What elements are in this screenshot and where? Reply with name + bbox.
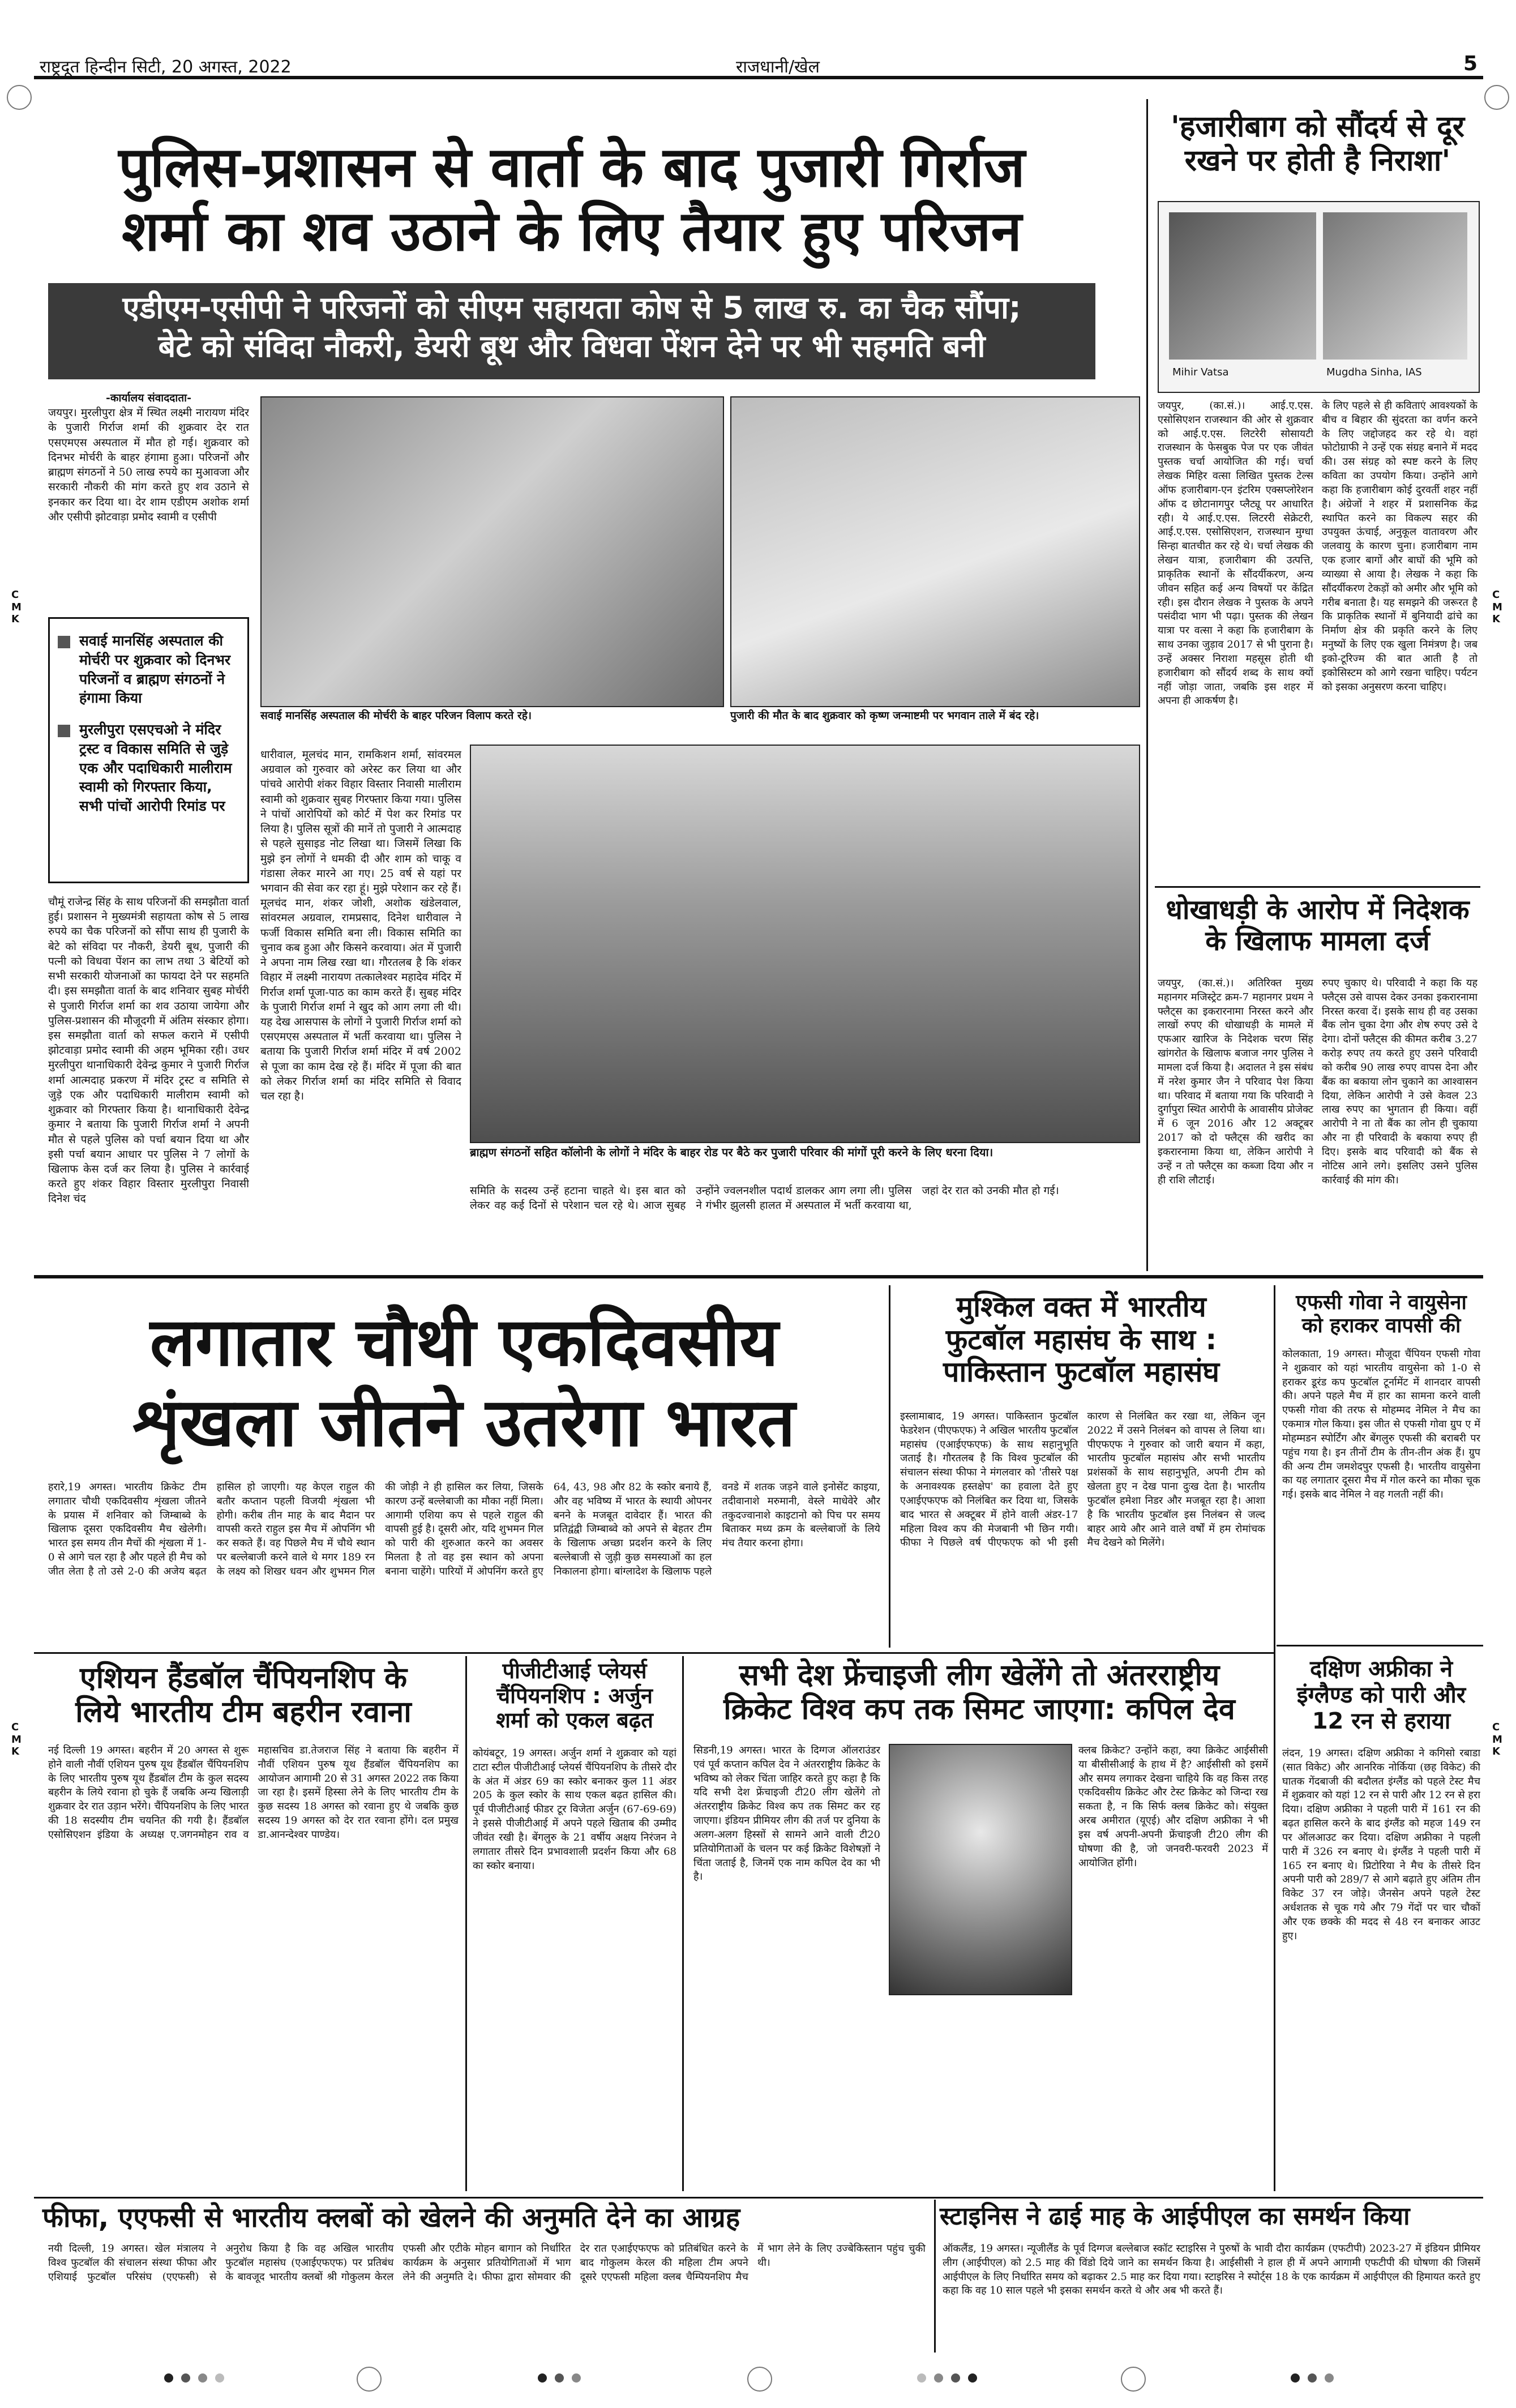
column-rule (465, 1656, 467, 2191)
registration-mark-icon (747, 2367, 772, 2392)
lead-column-1: -कार्यालय संवाददाता- जयपुर। मुरलीपुरा क्षेत्र में स्थित लक्ष्मी नारायण मंदिर के पुजारी गिर्राज शर्मा की शुक्रवार देर रात एसएमएस अस्पताल में मौत हो गई। शुक्रवार को दिनभर मोर्चरी के बाहर हंगामा हुआ। परिजनों और ब्राह्मण संगठनों ने 50 लाख रुपये का मुआवजा और सरकारी नौकरी की मांग करते हुए शव उठाने से इनकार कर दिया था। देर शाम एडीएम अशोक शर्मा और एसीपी झोटवाड़ा प्रमोद स्वामी व एसीपी (48, 392, 249, 523)
football-headline: मुश्किल वक्त में भारतीय फुटबॉल महासंघ के साथ : पाकिस्तान फुटबॉल महासंघ (943, 1290, 1220, 1388)
sa-headline: दक्षिण अफ्रीका ने इंग्लैण्ड को पारी और 12 रन से हराया (1296, 1656, 1466, 1734)
lead-column-1b: चौमूं राजेन्द्र सिंह के साथ परिजनों की समझौता वार्ता हुई। प्रशासन ने मुख्यमंत्री सहायता कोष से 5 लाख रुपये का चैक परिजनों को सौंपा साथ ही पुजारी के बेटे को संविदा पर नौकरी, डेयरी बूथ, पुजारी की पत्नी को विधवा पेंशन का लाभ तथा 3 बेटियों को सभी सरकारी योजनाओं का फायदा देने पर सहमति दी। इस समझौता वार्ता के बाद शनिवार सुबह मोर्चरी से पुजारी गिर्राज शर्मा का शव उठाया जायेगा और पुलिस-प्रशासन की मौजूदगी में अंतिम संस्कार होगा। इस समझौता वार्ता को सफल कराने में एसीपी झोटवाड़ा प्रमोद स्वामी की अहम भूमिका रही। उधर मुरलीपुरा थानाधिकारी देवेन्द्र कुमार ने पुजारी गिर्राज शर्मा आत्मदाह प्रकरण में मंदिर ट्रस्ट व समिति से जुड़े एक और पदाधिकारी मालीराम स्वामी को शुक्रवार को गिरफ्तार किया है। थानाधिकारी देवेन्द्र कुमार ने बताया कि पुजारी गिर्राज शर्मा ने अपनी मौत से पहले पुलिस को पर्चा बयान दिया था और इसी पर्चा बयान आधार पर पुलिस ने 7 लोगों के खिलाफ केस दर्ज कर लिया है। पुलिस ने कार्रवाई करते हुए शंकर विहार विस्तार मुरलीपुरा निवासी दिनेश चंद (48, 896, 249, 1205)
photo-caption: सवाई मानसिंह अस्पताल की मोर्चरी के बाहर परिजन विलाप करते रहे। (260, 709, 532, 722)
host-name-label: Mugdha Sinha, IAS (1326, 366, 1422, 378)
handball-headline: एशियन हैंडबॉल चैंपियनशिप के लिये भारतीय टीम बहरीन रवाना (75, 1661, 412, 1729)
locked-temple-photo (730, 396, 1140, 707)
sa-body: लंदन, 19 अगस्त। दक्षिण अफ्रीका ने कगिसो रबाडा (सात विकेट) और आनरिक नोर्किया (छह विकेट) की घातक गेंदबाजी की बदौलत इंग्लैंड को पहले टेस्ट मैच में शुक्रवार को यहां 12 रन से पारी और 12 रन से हरा दिया। दक्षिण अफ्रीका ने पहली पारी में 161 रन की बढ़त हासिल करने के बाद इंग्लैंड को महज 149 रन पर ऑलआउट कर दिया। दक्षिण अफ्रीका ने पहली पारी में 326 रन बनाए थे। इंग्लैंड ने पहली पारी में 165 रन बनाए थे। प्रिटोरिया ने मैच के तीसरे दिन अपनी पारी को 289/7 से आगे बढ़ाते हुए अंतिम तीन विकेट 37 रन जोड़े। जैनसेन अपने पहले टेस्ट अर्धशतक से चूक गये और 79 गेंदों पर चार चौकों और एक छक्के की मदद से 48 रन बनाकर आउट हुए। (1282, 1747, 1480, 1942)
column-rule (1274, 1285, 1275, 2191)
registration-mark-icon (1121, 2367, 1146, 2392)
section-divider (1277, 1645, 1483, 1646)
author-name-label: Mihir Vatsa (1172, 366, 1229, 378)
kapil-headline: सभी देश फ्रेंचाइजी लीग खेलेंगे तो अंतरराष्ट्रीय क्रिकेट विश्व कप तक सिमट जाएगा: कपिल देव (723, 1658, 1235, 1726)
pgti-body: कोयंबटूर, 19 अगस्त। अर्जुन शर्मा ने शुक्रवार को यहां टाटा स्टील पीजीटीआई प्लेयर्स चैंपियनशिप के तीसरे दौर के अंत में अंडर 69 का स्कोर बनाकर कुल 11 अंडर 205 के कुल स्कोर के साथ एकल बढ़त हासिल की। पूर्व पीजीटीआई फीडर टूर विजेता अर्जुन (67-69-69) ने इससे पीजीटीआई में अपने पहले खिताब की उम्मीद जीवंत रखी है। बेंगलुरु के 21 वर्षीय अक्षय निरंजन ने लगातार तीसरे दिन प्रभावशाली प्रदर्शन किया और 68 का स्कोर बनाया। (473, 1747, 676, 1872)
lead-highlights-box (48, 617, 249, 883)
lead-column-3: समिति के सदस्य उन्हें हटाना चाहते थे। इस बात को लेकर वह कई दिनों से परेशान चल रहे थे। आज सुबह उन्होंने ज्वलनशील पदार्थ डालकर आग लगा ली। पुलिस ने गंभीर झुलसी हालत में अस्पताल में भर्ती करवाया था, जहां देर रात को उनकी मौत हो गई। (470, 1184, 1059, 1212)
host-video-tile (1323, 212, 1467, 360)
column-rule (682, 1656, 684, 2191)
hazaribagh-headline: 'हजारीबाग को सौंदर्य से दूर रखने पर होती है निराशा' (1171, 110, 1464, 178)
column-rule (889, 1285, 890, 1648)
lead-headline: पुलिस-प्रशासन से वार्ता के बाद पुजारी गिर्राज शर्मा का शव उठाने के लिए तैयार हुए परिजन (118, 135, 1025, 264)
cmk-mark: C M K (1492, 589, 1502, 626)
author-video-tile (1169, 212, 1316, 360)
section-label: राजधानी/खेल (736, 57, 820, 77)
fcgoa-headline: एफसी गोवा ने वायुसेना को हराकर वापसी की (1296, 1291, 1467, 1338)
column-rule (934, 2200, 936, 2353)
stoinis-body: ऑकलैंड, 19 अगस्त। न्यूजीलैंड के पूर्व दिग्गज बल्लेबाज स्कॉट स्टाइरिस ने पुरुषों के भावी दौरा कार्यक्रम (एफटीपी) 2023-27 में इंडियन प्रीमियर लीग (आईपीएल) को 2.5 माह की विंडो दिये जाने का समर्थन किया है। आईसीसी ने हाल ही में अपने आगामी एफटीपी की घोषणा की जिसमें आईपीएल के लिए निर्धारित समय को बढ़ाकर 2.5 माह कर दिया गया। स्टाइरिस ने स्पोर्ट्स 18 के एक कार्यक्रम में आईपीएल की हिमायत करते हुए कहा कि वह 10 साल पहले भी इसका समर्थन करते थे और अब भी करते हैं। (943, 2243, 1480, 2297)
book-talk-screenshot (1158, 201, 1480, 393)
photo-caption: पुजारी की मौत के बाद शुक्रवार को कृष्ण जन्माष्टमी पर भगवान ताले में बंद रहे। (730, 709, 1039, 722)
kapil-column-2: क्लब क्रिकेट? उन्होंने कहा, क्या क्रिकेट आईसीसी या बीसीसीआई के हाथ में है? आईसीसी को इसमें और समय लगाकर देखना चाहिये कि वह किस तरह एकदिवसीय क्रिकेट और टेस्ट क्रिकेट को जिन्दा रख सकता है, न कि सिर्फ क्लब क्रिकेट को। संयुक्त अरब अमीरात (यूएई) और दक्षिण अफ्रीका ने भी इस वर्ष अपनी-अपनी फ्रेंचाइजी टी20 लीग की घोषणा की है, जो जनवरी-फरवरी 2023 में आयोजित होंगी। (1078, 1744, 1268, 1869)
kapil-dev-photo (889, 1744, 1072, 1995)
pgti-headline: पीजीटीआई प्लेयर्स चैंपियनशिप : अर्जुन शर्मा को एकल बढ़त (496, 1658, 653, 1733)
photo-caption: ब्राह्मण संगठनों सहित कॉलोनी के लोगों ने मंदिर के बाहर रोड पर बैठे कर पुजारी परिवार की मांगों पूरी करने के लिए धरना दिया। (470, 1145, 993, 1159)
cmk-mark: C M K (11, 1721, 22, 1758)
cricket-body: हरारे,19 अगस्त। भारतीय क्रिकेट टीम लगातार चौथी एकदिवसीय शृंखला जीतने के प्रयास में शनिवार को जिम्बाब्वे के खिलाफ दूसरा एकदिवसीय मैच खेलेगी। भारत इस समय तीन मैचों की शृंखला में 1-0 से आगे चल रहा है और पहले ही मैच को जीत लेता है तो उसे 2-0 की अजेय बढ़त हासिल हो जाएगी। यह केएल राहुल की बतौर कप्तान पहली विजयी शृंखला भी होगी। करीब तीन माह के बाद मैदान पर वापसी करते राहुल इस मैच में ओपनिंग भी कर सकते हैं। वह पिछले मैच में चौथे स्थान पर बल्लेबाजी करने वाले थे मगर 189 रन के लक्ष्य को शिखर धवन और शुभमन गिल की जोड़ी ने ही हासिल कर लिया, जिसके कारण उन्हें बल्लेबाजी का मौका नहीं मिला। आगामी एशिया कप से पहले राहुल की वापसी हुई है। दूसरी ओर, यदि शुभमन गिल को पारी की शुरुआत करने का अवसर मिलता है तो वह इस स्थान को अपना बनाना चाहेंगे। पारियों में ओपनिंग करते हुए 64, 43, 98 और 82 के स्कोर बनाये हैं, और वह भविष्य में भारत के स्थायी ओपनर बनने के मजबूत दावेदार हैं। भारत की प्रतिद्वंद्वी जिम्बाब्वे को अपने से बेहतर टीम के खिलाफ अच्छा प्रदर्शन करने के लिए बल्लेबाजी से जुड़ी कुछ समस्याओं का हल निकालना होगा। बांग्लादेश के खिलाफ पहले वनडे में शतक जड़ने वाले इनोसेंट काइया, तदीवानाशे मरुमानी, वेस्ले माधेवेरे और तकुदज्वानाशे काइटानो को पिच पर समय बिताकर मध्य क्रम के बल्लेबाजों के लिये मंच तैयार करना होगा। (48, 1481, 880, 1577)
section-divider (34, 1275, 1483, 1278)
kapil-column-1: सिडनी,19 अगस्त। भारत के दिग्गज ऑलराउंडर एवं पूर्व कप्तान कपिल देव ने अंतरराष्ट्रीय क्रिकेट के भविष्य को लेकर चिंता जाहिर करते हुए कहा है कि यदि सभी देश फ्रेंचाइजी टी20 लीग खेलेंगे तो अंतरराष्ट्रीय क्रिकेट विश्व कप तक सिमट कर रह जाएगा। इंडियन प्रीमियर लीग की तर्ज पर दुनिया के अलग-अलग हिस्सों से सामने आने वाली टी20 प्रतियोगिताओं के चलन पर कई क्रिकेट विशेषज्ञों ने चिंता जताई है, जिनमें एक नाम कपिल देव का भी है। (693, 1744, 880, 1883)
dateline: -कार्यालय संवाददाता- (106, 392, 191, 404)
morgue-protest-photo (260, 396, 724, 707)
masthead (34, 52, 1483, 79)
fraud-column-1: जयपुर, (का.सं.)। अतिरिक्त मुख्य महानगर मजिस्ट्रेट क्रम-7 महानगर प्रथम ने फ्लैट्स का इकरारनामा निरस्त करने और लाखों रुपए की धोखाधड़ी के मामले में एफआर खारिज के निदेशक चरण सिंह खांगरोत के खिलाफ बजाज नगर पुलिस ने मामला दर्ज किया है। अदालत ने इस संबंध में नरेश कुमार जैन ने परिवाद पेश किया था। परिवाद में बताया गया कि परिवादी ने दुर्गापुरा स्थित आरोपी के आवासीय प्रोजेक्ट में 6 जून 2016 और 12 अक्टूबर 2017 को दो फ्लैट्स की खरीद का इकरारनामा किया था, लेकिन आरोपी ने उन्हें न तो फ्लैट्स का कब्जा दिया और न ही राशि लौटाई। (1158, 977, 1313, 1186)
fraud-column-2: रुपए चुकाए थे। परिवादी ने कहा कि यह फ्लैट्स उसे वापस देकर उनका इकरारनामा निरस्त करवा दें। इसके साथ ही वह उसका बैंक लोन चुका देगा और शेष रुपए उसे दे देगा। दोनों फ्लैट्स की कीमत करीब 3.27 करोड़ रुपए तय करते हुए उसने परिवादी को करीब 90 लाख रुपए वापस देना और बैंक का बकाया लोन चुकाने का आश्वासन दिया, लेकिन आरोपी ने उसे केवल 23 लाख रुपए का भुगतान ही किया। वहीं आरोपी ने ना तो बैंक का लोन ही चुकाया और ना ही परिवादी के बकाया रुपए ही दिए। इसके बाद परिवादी को बैंक से नोटिस आने लगे। इसलिए उसने पुलिस कार्रवाई की मांग की। (1322, 977, 1478, 1186)
highlight-bullet: मुरलीपुरा एसएचओ ने मंदिर ट्रस्ट व विकास समिति से जुड़े एक और पदाधिकारी मालीराम स्वामी को गिरफ्तार किया, सभी पांचों आरोपी रिमांड पर (58, 720, 239, 816)
publication-date: राष्ट्रदूत हिन्दीन सिटी, 20 अगस्त, 2022 (40, 57, 292, 77)
fraud-headline: धोखाधड़ी के आरोप में निदेशक के खिलाफ मामला दर्ज (1166, 894, 1470, 957)
highlight-bullet: सवाई मानसिंह अस्पताल की मोर्चरी पर शुक्रवार को दिनभर परिजनों व ब्राह्मण संगठनों ने हंगामा किया (58, 631, 239, 708)
cricket-headline: लगातार चौथी एकदिवसीय शृंखला जीतने उतरेगा भारत (133, 1303, 795, 1461)
lead-column-2: धारीवाल, मूलचंद मान, रामकिशन शर्मा, सांवरमल अग्रवाल को गुरुवार को अरेस्ट कर लिया था और पांचवे आरोपी शंकर विहार विस्तार निवासी मालीराम स्वामी को शुक्रवार सुबह गिरफ्तार किया गया। पुलिस ने पांचों आरोपियों को कोर्ट में पेश कर रिमांड पर लिया है। पुलिस सूत्रों की मानें तो पुजारी ने आत्मदाह से पहले सुसाइड नोट लिखा था। जिसमें लिखा कि मुझे इन लोगों ने धमकी दी और शाम को चाकू व गंडासा लेकर मारने आ गए। 25 वर्ष से यहां पर भगवान की सेवा कर रहा हूं। मुझे परेशान कर रहे हैं। मूलचंद मान, शंकर जोशी, अशोक खंडेलवाल, सांवरमल अग्रवाल, रामप्रसाद, दिनेश धारीवाल ने फर्जी विकास समिति बना ली। विकास समिति का चुनाव कब हुआ और किसने करवाया। अंत में पुजारी ने अपना नाम लिख रखा था। गौरतलब है कि शंकर विहार में लक्ष्मी नारायण तत्कालेश्वर महादेव मंदिर में गिर्राज शर्मा पूजा-पाठ का काम करते हैं। सुबह मंदिर के पुजारी गिर्राज शर्मा ने खुद को आग लगा ली थी। यह देख आसपास के लोगों ने पुजारी गिर्राज शर्मा को एसएमएस अस्पताल में भर्ती करवाया था। पुलिस ने बताया कि पुजारी गिर्राज शर्मा मंदिर में वर्ष 2002 से पूजा का काम देख रहे हैं। मंदिर में पूजा की बात को लेकर गिर्राज शर्मा का मंदिर समिति से विवाद चल रहा है। (260, 749, 461, 1103)
print-color-bar (0, 2361, 1516, 2395)
sit-in-protest-photo (470, 745, 1140, 1143)
section-divider (34, 2197, 1483, 2199)
handball-body: नई दिल्ली 19 अगस्त। बहरीन में 20 अगस्त से शुरू होने वाली नौवीं एशियन पुरुष यूथ हैंडबॉल चैंपियनशिप के लिए भारतीय पुरुष यूथ हैंडबॉल टीम के कुल सदस्य बहरीन के लिये रवाना हो चुके हैं जबकि अन्य खिलाड़ी शुक्रवार देर रात उड़ान भरेंगे। चैंपियनशिप के लिए भारत की 18 सदस्यीय टीम चयनित की गयी है। हैंडबॉल एसोसिएशन इंडिया के अध्यक्ष ए.जगनमोहन राव व महासचिव डा.तेजराज सिंह ने बताया कि बहरीन में नौवीं एशियन पुरुष यूथ हैंडबॉल चैंपियनशिप का आयोजन आगामी 20 से 31 अगस्त 2022 तक किया जा रहा है। इसमें हिस्सा लेने के लिए भारतीय टीम के कुछ सदस्य 18 अगस्त को रवाना हुए थे जबकि कुछ सदस्य 19 अगस्त को देर रात रवाना होंगे। दल प्रमुख डा.आनन्देश्वर पाण्डेय। (48, 1744, 459, 1841)
page-number: 5 (1463, 52, 1478, 75)
section-divider (34, 1652, 1274, 1654)
football-body: इस्लामाबाद, 19 अगस्त। पाकिस्तान फुटबॉल फेडरेशन (पीएफएफ) ने अखिल भारतीय फुटबॉल महासंघ (एआईएफएफ) के साथ सहानुभूति जताई है। गौरतलब है कि विश्व फुटबॉल की संचालन संस्था फीफा ने मंगलवार को 'तीसरे पक्ष के अनावश्यक हस्तक्षेप' का हवाला देते हुए एआईएफएफ को निलंबित कर दिया था, जिसके बाद भारत से अक्टूबर में होने वाली अंडर-17 महिला विश्व कप की मेजबानी भी छिन गयी। फीफा ने पिछले वर्ष पीएफएफ को भी इसी कारण से निलंबित कर रखा था, लेकिन जून 2022 में उसने निलंबन को वापस ले लिया था। पीएफएफ ने गुरुवार को जारी बयान में कहा, भारतीय फुटबॉल महासंघ और सभी भारतीय प्रशंसकों के साथ सहानुभूति, अपनी टीम को खेलता हुए न देख पाना दुःख देता है। भारतीय फुटबॉल हमेशा निडर और मजबूत रहा है। आशा है कि भारतीय फुटबॉल इस निलंबन से जल्द बाहर आये और आने वाले वर्षों में हम रोमांचक मैच देखने को मिलेंगे। (900, 1410, 1265, 1549)
column-rule (1146, 99, 1148, 1271)
fifa-body: नयी दिल्ली, 19 अगस्त। खेल मंत्रालय ने विश्व फुटबॉल की संचालन संस्था फीफा और एशियाई फुटबॉल परिसंघ (एएफसी) से अनुरोध किया है कि वह अखिल भारतीय फुटबॉल महासंघ (एआईएफएफ) पर प्रतिबंध के बावजूद भारतीय क्लबों श्री गोकुलम केरल एफसी और एटीके मोहन बागान को निर्धारित कार्यक्रम के अनुसार प्रतियोगिताओं में भाग लेने की अनुमति दे। फीफा द्वारा सोमवार की देर रात एआईएफएफ को प्रतिबंधित करने के बाद गोकुलम केरल की महिला टीम अपने दूसरे एएफसी महिला क्लब चैम्पियनशिप मैच में भाग लेने के लिए उज्बेकिस्तान पहुंच चुकी थी। (48, 2243, 926, 2283)
hazaribagh-column-1: जयपुर, (का.सं.)। आई.ए.एस. एसोसिएशन राजस्थान की ओर से शुक्रवार को आई.ए.एस. लिटरेरी सोसायटी राजस्थान के फेसबुक पेज पर एक जीवंत पुस्तक चर्चा आयोजित की गई। चर्चा लेखक मिहिर वत्सा लिखित पुस्तक टेल्स ऑफ हजारीबाग-एन इंटरिम एक्सप्लोरेशन ऑफ द छोटानागपुर प्लैट्यू पर आधारित रही। ये आई.ए.एस. लिटररी सेक्रेटरी, आई.ए.एस. एसोसिएशन, राजस्थान मुग्धा सिन्हा बातचीत कर रहे थे। चर्चा लेखक की लेखन यात्रा, हजारीबाग की उत्पत्ति, प्राकृतिक स्थानों के सौंदर्यीकरण, अन्य जीवन सहित कई अन्य विषयों पर केंद्रित रही। इस दौरान लेखक ने पुस्तक के अपने पसंदीदा भाग भी पढ़ा। पुस्तक की लेखन यात्रा पर वत्सा ने कहा कि हजारीबाग के साथ उनका जुड़ाव 2017 से भी पुराना है। उन्हें अक्सर निराशा महसूस होती थी हजारीबाग को सौंदर्य शब्द के साथ क्यों नहीं जोड़ा जाता, जबकि इस शहर में अपना ही आकर्षण है। (1158, 400, 1313, 707)
fcgoa-body: कोलकाता, 19 अगस्त। मौजूदा चैंपियन एफसी गोवा ने शुक्रवार को यहां भारतीय वायुसेना को 1-0 से हराकर डूरंड कप फुटबॉल टूर्नामेंट में शानदार वापसी की। अपने पहले मैच में हार का सामना करने वाली एफसी गोवा की तरफ से मोहम्मद नेमिल ने मैच का एकमात्र गोल किया। इस जीत से एफसी गोवा ग्रुप ए में मोहम्मडन स्पोर्टिंग और बेंगलुरु एफसी की बराबरी पर पहुंच गया है। इन तीनों टीम के तीन-तीन अंक हैं। ग्रुप की अन्य टीम जमशेदपुर एफसी है। भारतीय वायुसेना का यह लगातार दूसरा मैच में गोल करने का मौका चूक गई। इसके बाद नेमिल ने वह गलती नहीं की। (1282, 1348, 1480, 1501)
lead-subhead: एडीएम-एसीपी ने परिजनों को सीएम सहायता कोष से 5 लाख रु. का चैक सौंपा; बेटे को संविदा नौकरी, डेयरी बूथ और विधवा पेंशन देने पर भी सहमति बनी (48, 283, 1095, 379)
hazaribagh-column-2: के लिए पहले से ही कविताएं आवश्यकों के बीच व बिहार की सुंदरता का वर्णन करने के लिए जद्दोजहद कर रहे थे। वहां फोटोग्राफी ने उन्हें एक संग्रह बनाने में मदद की। उस संग्रह को स्पष्ट करने के लिए कविता का उपयोग किया। उन्होंने आगे कहा कि हजारीबाग कोई दुरवर्ती शहर नहीं है। अंग्रेजों ने शहर में प्रशासनिक केंद्र स्थापित करने का विकल्प सहर की उपयुक्त ऊंचाई, अनुकूल वातावरण और जलवायु के कारण चुना। हजारीबाग नाम एक हजार बागों और बाघों की भूमि को व्याख्या से आया है। लेखक ने कहा कि सौंदर्यीकरण टेकड़ों को अमीर और भूमि को गरीब बनाता है। यह समझने की जरूरत है कि प्राकृतिक स्थानों में बुनियादी ढांचे का निर्माण क्षेत्र की प्रकृति करने के लिए मनुष्यों के लिए एक खुला निमंत्रण है। जब इको-टूरिज्म की बात आती है तो इकोसिस्टम को आगे रखना चाहिए। पर्यटन को इसका अनुसरण करना चाहिए। (1322, 400, 1478, 693)
cmk-mark: C M K (1492, 1721, 1502, 1758)
cmk-mark: C M K (11, 589, 22, 626)
registration-mark-icon (357, 2367, 382, 2392)
section-divider (1155, 886, 1480, 888)
registration-mark-icon (1484, 85, 1509, 110)
stoinis-headline: स्टाइनिस ने ढाई माह के आईपीएल का समर्थन किया (940, 2202, 1410, 2231)
registration-mark-icon (7, 85, 32, 110)
fifa-headline: फीफा, एएफसी से भारतीय क्लबों को खेलने की अनुमति देने का आग्रह (42, 2202, 740, 2234)
